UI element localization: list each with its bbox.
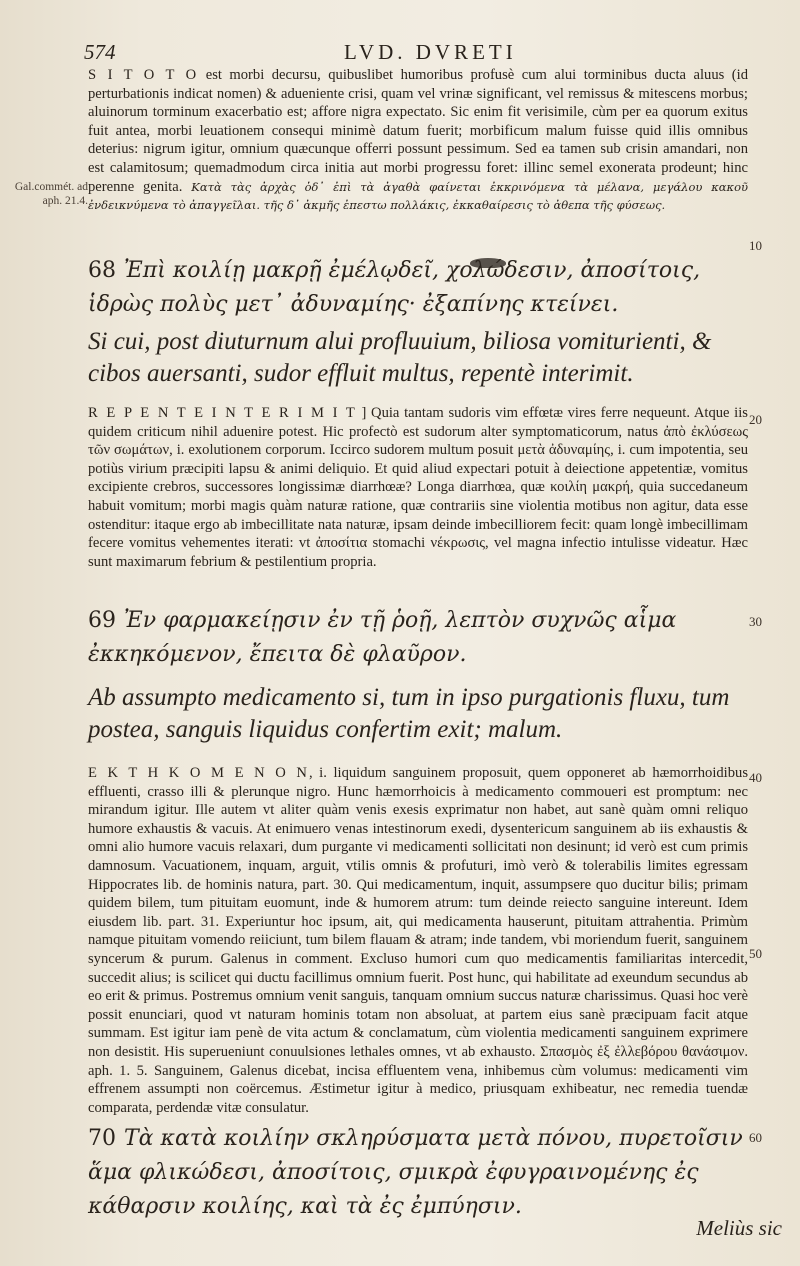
line-number: 60 <box>749 1130 762 1145</box>
aphorism-70 <box>88 1122 748 1224</box>
aphorism-68-latin <box>88 326 748 390</box>
paragraph-top <box>88 66 748 215</box>
catchword: Meliùs sic <box>696 1216 782 1240</box>
commentary-69 <box>88 764 748 1117</box>
aphorism-number: 70 <box>88 1126 116 1151</box>
page-header <box>84 40 764 66</box>
line-number: 30 <box>749 614 762 629</box>
paragraph-lead: S I T O T O <box>88 67 199 83</box>
aphorism-latin: Si cui, post diuturnum alui profluuium, biliosa vomiturienti, & cibos auersanti, sudor effluit multus, repentè interimit. <box>88 328 712 387</box>
aphorism-latin: Ab assumpto medicamento si, tum in ipso purgationis fluxu, tum postea, sanguis liquidus confertim exit; malum. <box>88 684 730 743</box>
line-number: 20 <box>749 412 762 427</box>
greek-quote: Κατὰ τὰς ἀρχὰς ὁδ᾽ ἐπὶ τὰ ἀγαθὰ φαίνεται ἐκκρινόμενα τὰ μέλανα, μεγάλου κακοῦ ἐνδεικνύμενα τὸ ἀπαγγεῖλαι. τῆς δ᾽ ἀκμῆς ἐπεστω πολλάκις, ἐκκαθαίρεσις τὸ ἀθεπα τῆς φύσεως. <box>88 179 748 213</box>
page-number: 574 <box>84 40 116 64</box>
aphorism-68 <box>88 254 748 322</box>
aphorism-number: 68 <box>88 258 116 283</box>
aphorism-69 <box>88 604 748 672</box>
aphorism-greek: Ἐπὶ κοιλίῃ μακρῇ ἐμέλῳδεῖ, χολώδεσιν, ἀποσίτοις, ἱδρὼς πολὺς μετ᾽ ἀδυναμίης· ἐξαπίνης κτείνει. <box>88 258 701 317</box>
margin-note-galen: Gal.commét. ad aph. 21.4. <box>14 181 88 207</box>
aphorism-greek: Ἐν φαρμακείῃσιν ἐν τῇ ῥοῇ, λεπτὸν συχνῶς αἷμα ἐκκηκόμενον, ἔπειτα δὲ φλαῦρον. <box>88 608 677 667</box>
paragraph-text: est morbi decursu, quibuslibet humoribus profusè cum alui torminibus ducta aluus (id perturbationis indicat nomen) & adueniente crisi, quam vel vrinæ significant, vel remissus & mitescens morbus; aluinorum torminum exacerbatio est; affore nigra expectato. Sic enim fit verisimile, cùm per ea quorum exitus fuit antea, morbi leuationem consequi minimè datum fuerit; morbificum malum fuisse quid illis omnibus deterius: nigrum igitur, omnium quæcunque offerri possunt pessimum. Sed ea tamen sub crisin amandari, non est calamitosum; quemadmodum circa initia aut morbi progressu foret: illinc semel exonerata prodeunt; hinc perenne genita. <box>88 67 749 195</box>
aphorism-69-latin <box>88 682 748 746</box>
line-number: 40 <box>749 770 762 785</box>
commentary-text: , i. liquidum sanguinem proposuit, quem opponeret ab hæmorrhoidibus effluenti, crasso illi & plerunque nigro. Hunc hæmorrhoicis à medicamento commoueri est promptum: nec mirandum igitur. Ille autem vt aliter quàm venis exesis exprimatur non habet, aut sanè quàm omni reliquo humore exhaustis & vacuis. At enimuero venas intestinorum exedi, dysentericum sanguinem ab iis exhaustis & omni alio humore vacuis relaxari, dum purgante vi medicamenti sollicitati non desinunt; id verò est cum primis damnosum. Vacuationem, inquam, arguit, vtilis omnis & profuturi, imò verò & tolerabilis limites egressam Hippocrates lib. de hominis natura, part. 30. Qui medicamentum, inquit, assumpsere quo ducitur bilis; primam quidem bilem, tum pituitam euomunt, inde & humorem atrum: tum deinde reiecto sanguine intereunt. Idem eiusdem lib. part. 31. Experiuntur hoc ipsum, ait, qui medicamenta hauserunt, pituitam attrahentia. Primùm namque pituitam vomendo reiiciunt, tum bilem flauam & atram; inde tandem, vbi moriendum fuerit, sanguinem syncerum & purum. Galenus in comment. Excluso humori cum quo medicamentis familiaritas intercedit, succedit alius; is scilicet qui ductu facillimus omnium fuerit. Post hunc, qui habilitate ad exeundum secundus ab eo erit & primus. Postremus omnium venit sanguis, tanquam omnium succus naturæ charissimus. Quasi hoc verè possit enunciari, quod vt naturam hominis totam non absoluat, at partem eius sanè præcipuam facit atque summam. Est igitur iam penè de vita actum & conclamatum, cùm violentia medicamenti sanguinem exprimere non desistit. His superueniunt conuulsiones lethales omnes, vt ab exhausto. Σπασμὸς ἐξ ἐλλεβόρου θανάσιμον. aph. 1. 5. Sanguinem, Galenus dicebat, incisa effluentem vena, inhibemus cùm volumus: medicamenti vim effrenem assumpti non coërcemus. Æstimetur igitur à medico, priusquam exhibeatur, nec remedia tuendæ comparata, perdendæ vitæ consulatur. <box>88 765 748 1116</box>
commentary-lead: R E P E N T E I N T E R I M I T <box>88 405 357 421</box>
commentary-68 <box>88 404 748 571</box>
line-number: 10 <box>749 238 762 253</box>
commentary-lead: E K T H K O M E N O N <box>88 765 309 781</box>
line-number: 50 <box>749 946 762 961</box>
aphorism-greek: Τὰ κατὰ κοιλίην σκληρύσματα μετὰ πόνου, πυρετοῖσιν ἅμα φλικώδεσι, ἀποσίτοις, σμικρὰ ἐφυγραινομένης ἐς κάθαρσιν κοιλίης, καὶ τὰ ἐς ἐμπύησιν. <box>88 1126 743 1219</box>
commentary-text: ] Quia tantam sudoris vim effœtæ vires ferre nequeunt. Atque iis quidem criticum nihil aduenire potest. Hic profectò est sudorum alter symptomaticorum, natus ἀπὸ ἐκλύσεως τῶν σωμάτων, i. exolutionem corporum. Iccirco sudorem multum posuit μετὰ ἀδυναμίης, i. cum impotentia, seu potiùs virium præcipiti lapsu & animi deliquio. Et quid aliud expectari potuit à deiectione appetentiæ, vomitus excipiente crebros, successores longissimæ diarrhœæ? Longa diarrhœa, quæ κοιλίη μακρή, quia succedaneum habuit vomitum; morbi magis quàm naturæ ratione, quæ contrariis sine violentia motibus non agitur, data esse ostenditur: itaque ergo ab imbecillitate nata naturæ, ipsam deinde imbecilliorem fecit: quam longè imbecillimam fecere vomitus vehementes iterati: vt ἀποσίτια stomachi νέκρωσις, vel magna infectio intulisse videatur. Hæc sunt maximarum febrium & pestilentium propria. <box>88 405 748 570</box>
running-head: LVD. DVRETI <box>344 40 517 64</box>
aphorism-number: 69 <box>88 608 116 633</box>
